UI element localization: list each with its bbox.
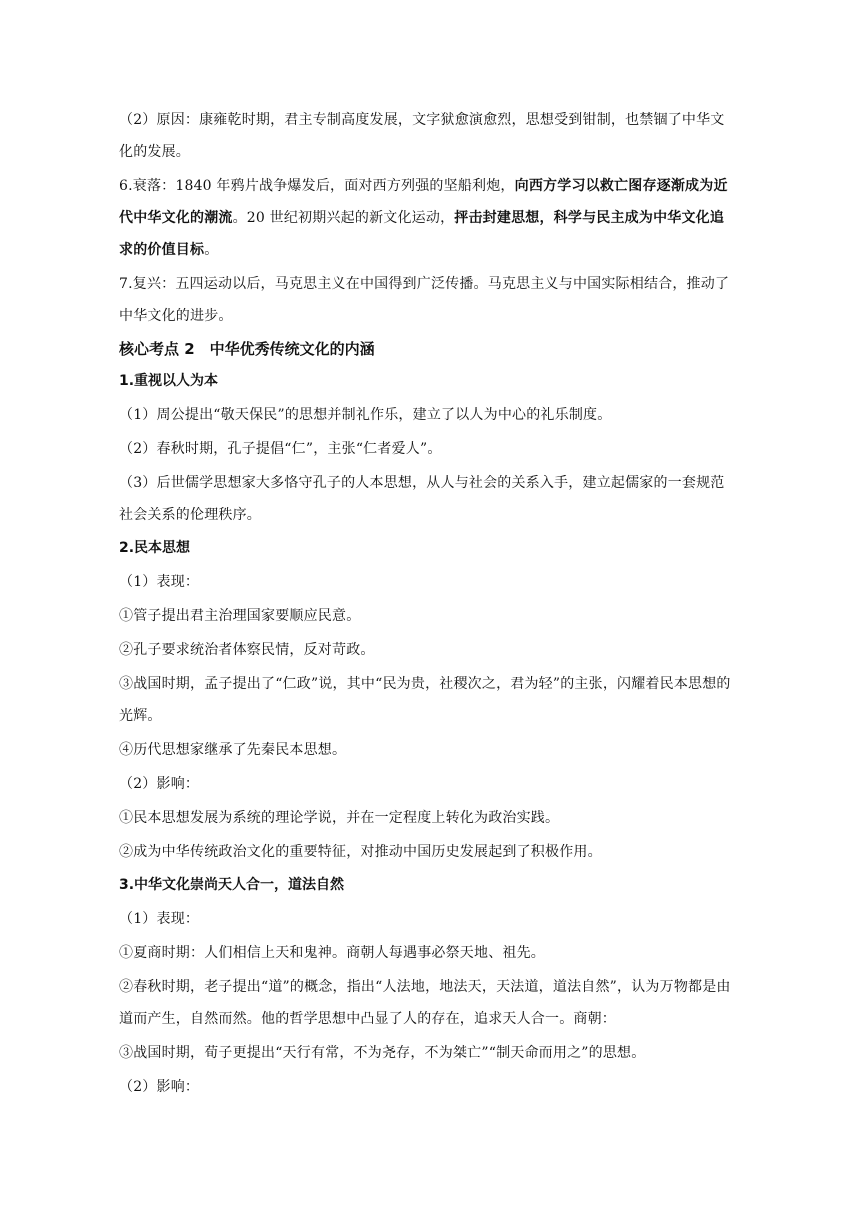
paragraph — [119, 734, 735, 766]
text-run: （2）影响： — [119, 1079, 200, 1095]
paragraph — [119, 634, 735, 666]
document-body — [119, 104, 735, 1105]
paragraph — [119, 600, 735, 632]
text-run: 6.衰落：1840 年鸦片战争爆发后，面对西方列强的坚船利炮， — [119, 178, 515, 194]
paragraph — [119, 268, 735, 332]
text-run: ①夏商时期：人们相信上天和鬼神。商朝人每遇事必祭天地、祖先。 — [119, 945, 545, 961]
section-heading — [119, 334, 735, 364]
paragraph — [119, 903, 735, 935]
subsection-heading — [119, 366, 735, 397]
text-run: ①民本思想发展为系统的理论学说，并在一定程度上转化为政治实践。 — [119, 810, 560, 826]
text-run: 核心考点 2 中华优秀传统文化的内涵 — [119, 340, 375, 358]
text-run: ③战国时期，荀子更提出“天行有常，不为尧存，不为桀亡”“制天命而用之”的思想。 — [119, 1045, 646, 1061]
text-run: （3）后世儒学思想家大多恪守孔子的人本思想，从人与社会的关系入手，建立起儒家的一套规范社会关系的伦理秩序。 — [119, 475, 725, 523]
paragraph — [119, 104, 735, 168]
text-run: （2）春秋时期，孔子提倡“仁”，主张“仁者爱人”。 — [119, 441, 442, 457]
text-run: ①管子提出君主治理国家要顺应民意。 — [119, 608, 361, 624]
paragraph — [119, 836, 735, 868]
paragraph — [119, 668, 735, 732]
paragraph — [119, 467, 735, 531]
paragraph — [119, 170, 735, 266]
text-run: ④历代思想家继承了先秦民本思想。 — [119, 742, 347, 758]
text-run: （2）影响： — [119, 776, 200, 792]
text-run: 3.中华文化崇尚天人合一，道法自然 — [119, 877, 345, 893]
paragraph — [119, 433, 735, 465]
text-run: （2）原因：康雍乾时期，君主专制高度发展，文字狱愈演愈烈，思想受到钳制，也禁锢了中华文化的发展。 — [119, 112, 725, 160]
text-run: 。20 世纪初期兴起的新文化运动， — [232, 210, 455, 226]
bold-text: 向西方学习以救亡图存逐渐成为近代中华文化的潮流 — [119, 178, 728, 226]
text-run: 1.重视以人为本 — [119, 373, 219, 389]
text-run: （1）表现： — [119, 911, 200, 927]
paragraph — [119, 566, 735, 598]
paragraph — [119, 399, 735, 431]
text-run: ②春秋时期，老子提出“道”的概念，指出“人法地，地法天，天法道，道法自然”，认为万物都是由道而产生，自然而然。他的哲学思想中凸显了人的存在，追求天人合一。商朝： — [119, 979, 731, 1027]
text-run: （1）周公提出“敬天保民”的思想并制礼作乐，建立了以人为中心的礼乐制度。 — [119, 407, 612, 423]
text-run: 。 — [204, 242, 219, 258]
text-run: （1）表现： — [119, 574, 200, 590]
subsection-heading — [119, 533, 735, 564]
bold-text: 抨击封建思想，科学与民主成为中华文化追求的价值目标 — [119, 210, 725, 258]
text-run: ②成为中华传统政治文化的重要特征，对推动中国历史发展起到了积极作用。 — [119, 844, 602, 860]
subsection-heading — [119, 870, 735, 901]
paragraph — [119, 937, 735, 969]
text-run: 2.民本思想 — [119, 540, 191, 556]
paragraph — [119, 802, 735, 834]
paragraph — [119, 1071, 735, 1103]
text-run: ②孔子要求统治者体察民情，反对苛政。 — [119, 642, 375, 658]
text-run: 7.复兴：五四运动以后，马克思主义在中国得到广泛传播。马克思主义与中国实际相结合，推动了中华文化的进步。 — [119, 276, 730, 324]
paragraph — [119, 1037, 735, 1069]
paragraph — [119, 768, 735, 800]
text-run: ③战国时期，孟子提出了“仁政”说，其中“民为贵，社稷次之，君为轻”的主张，闪耀着民本思想的光辉。 — [119, 676, 731, 724]
paragraph — [119, 971, 735, 1035]
